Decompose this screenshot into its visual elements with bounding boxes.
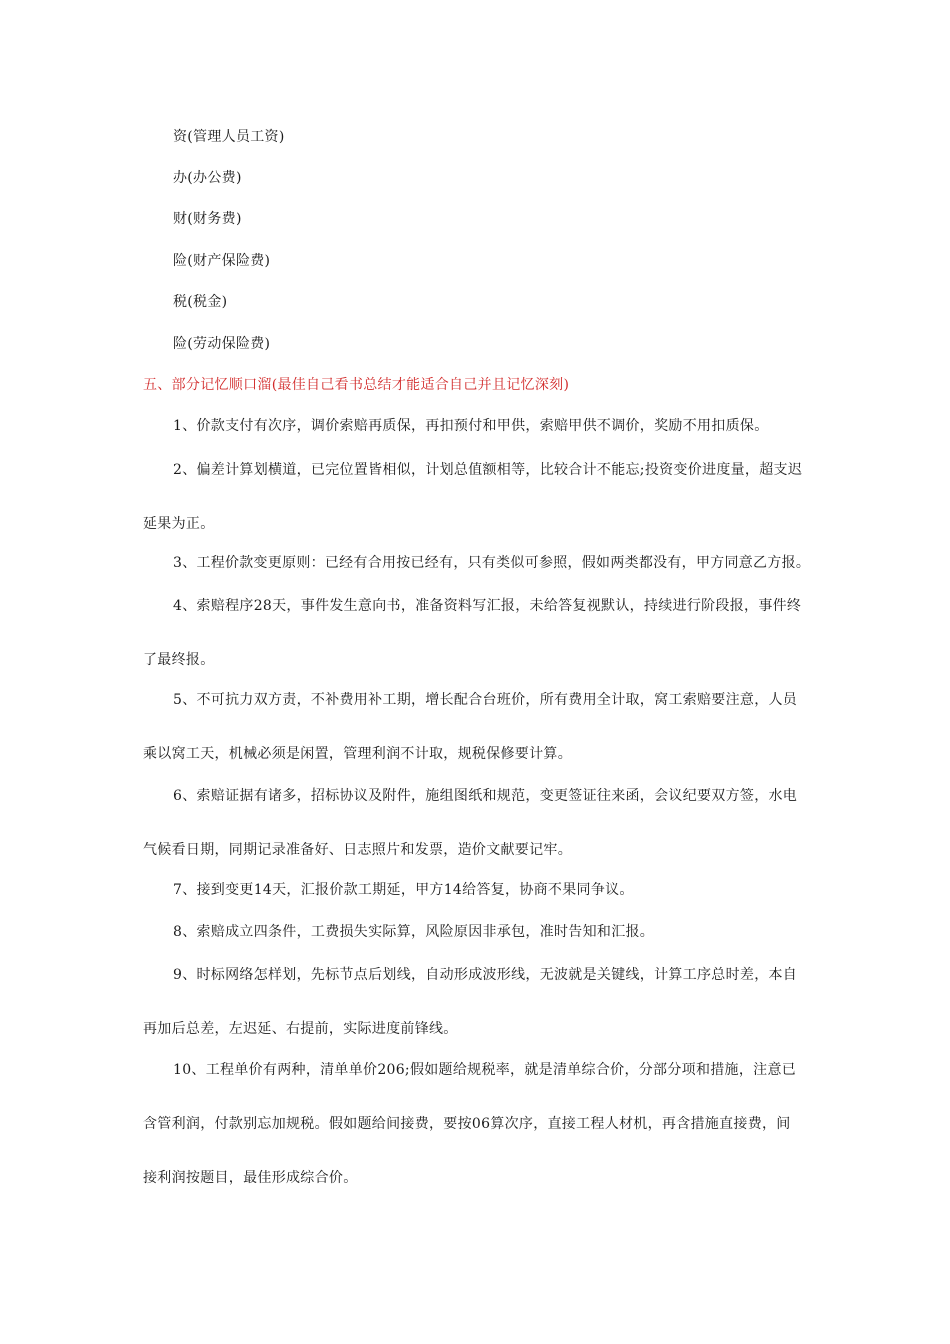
paragraph-line: 了最终报。 <box>143 652 215 668</box>
paragraph-line: 3、工程价款变更原则：已经有合用按已经有，只有类似可参照，假如两类都没有，甲方同意乙方报。 <box>173 555 811 571</box>
paragraph-line: 接利润按题目，最佳形成综合价。 <box>143 1170 358 1186</box>
paragraph-line: 10、工程单价有两种，清单单价206;假如题给规税率，就是清单综合价，分部分项和措施，注意已 <box>173 1062 797 1078</box>
paragraph-line: 2、偏差计算划横道，已完位置皆相似，计划总值额相等，比较合计不能忘;投资变价进度量，超支迟 <box>173 462 803 478</box>
paragraph-line: 6、索赔证据有诸多，招标协议及附件，施组图纸和规范，变更签证往来函，会议纪要双方签，水电 <box>173 788 798 804</box>
paragraph-line: 乘以窝工天，机械必须是闲置，管理利润不计取，规税保修要计算。 <box>143 746 572 762</box>
paragraph-line: 含管利润，付款别忘加规税。假如题给间接费，要按06算次序，直接工程人材机，再含措施直接费，间 <box>143 1116 791 1132</box>
section-heading: 五、部分记忆顺口溜(最佳自己看书总结才能适合自己并且记忆深刻) <box>143 377 570 393</box>
fee-item: 资(管理人员工资) <box>173 129 285 145</box>
fee-item: 办(办公费) <box>173 170 242 186</box>
paragraph-line: 5、不可抗力双方责，不补费用补工期，增长配合台班价，所有费用全计取，窝工索赔要注意，人员 <box>173 692 798 708</box>
paragraph-line: 气候看日期，同期记录准备好、日志照片和发票，造价文献要记牢。 <box>143 842 572 858</box>
fee-item: 财(财务费) <box>173 211 242 227</box>
paragraph-line: 再加后总差，左迟延、右提前，实际进度前锋线。 <box>143 1021 458 1037</box>
paragraph-line: 8、索赔成立四条件，工费损失实际算，风险原因非承包，准时告知和汇报。 <box>173 924 655 940</box>
fee-item: 险(劳动保险费) <box>173 336 271 352</box>
fee-item: 险(财产保险费) <box>173 253 271 269</box>
paragraph-line: 4、索赔程序28天，事件发生意向书，准备资料写汇报，未给答复视默认，持续进行阶段报，事件终 <box>173 598 802 614</box>
paragraph-line: 延果为正。 <box>143 516 215 532</box>
paragraph-line: 9、时标网络怎样划，先标节点后划线，自动形成波形线，无波就是关键线，计算工序总时差，本自 <box>173 967 798 983</box>
fee-item: 税(税金) <box>173 294 228 310</box>
paragraph-line: 7、接到变更14天，汇报价款工期延，甲方14给答复，协商不果同争议。 <box>173 882 634 898</box>
paragraph-line: 1、价款支付有次序，调价索赔再质保，再扣预付和甲供，索赔甲供不调价，奖励不用扣质保。 <box>173 418 769 434</box>
